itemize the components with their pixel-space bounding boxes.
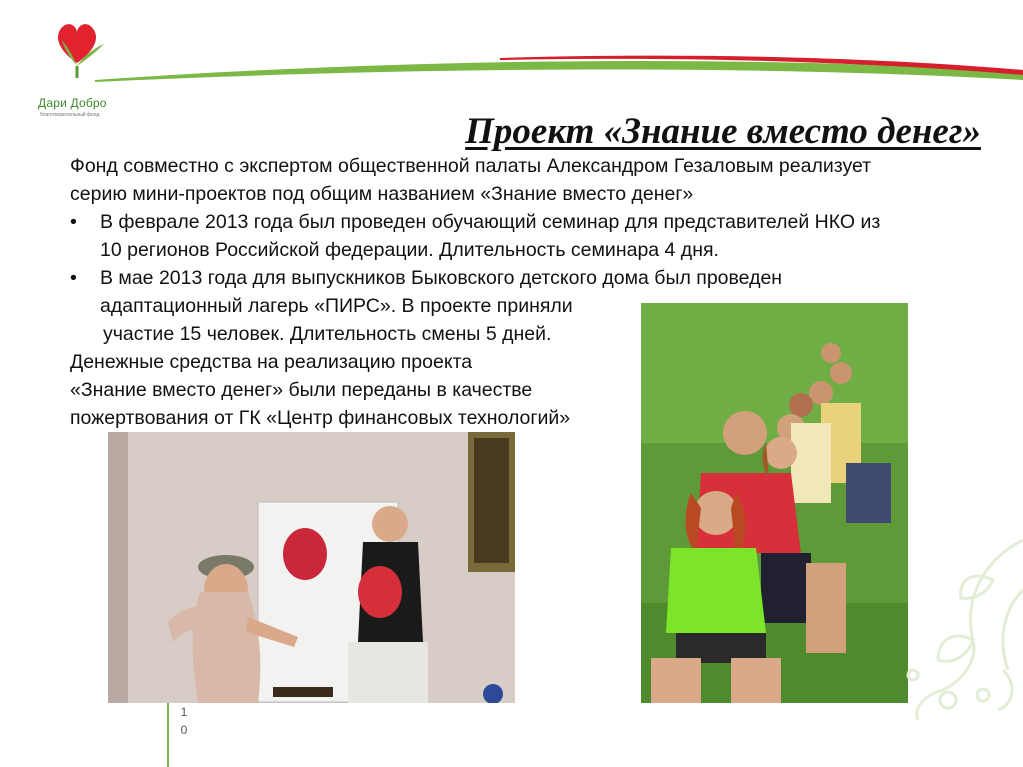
bullet-item bbox=[70, 264, 950, 292]
page-number bbox=[178, 703, 190, 739]
funding-line: пожертвования от ГК «Центр финансовых технологий» bbox=[70, 407, 571, 429]
bullet-item bbox=[70, 208, 950, 236]
logo-name: Дари Добро bbox=[38, 96, 107, 110]
page-number-divider bbox=[167, 703, 169, 767]
bullet-text: В феврале 2013 года был проведен обучающий семинар для представителей НКО из bbox=[100, 211, 881, 233]
decorative-swoosh bbox=[0, 40, 1023, 100]
bullet-icon: • bbox=[70, 267, 77, 289]
page-number-digit: 1 bbox=[180, 705, 188, 719]
logo-subtitle: благотворительный фонд bbox=[40, 112, 100, 118]
funding-line: «Знание вместо денег» были переданы в качестве bbox=[70, 379, 533, 401]
funding-line: Денежные средства на реализацию проекта bbox=[70, 351, 473, 373]
bullet-continuation: 10 регионов Российской федерации. Длительность семинара 4 дня. bbox=[100, 239, 719, 261]
bullet-icon: • bbox=[70, 211, 77, 233]
seminar-photo bbox=[108, 432, 515, 703]
intro-line: серию мини-проектов под общим названием «Знание вместо денег» bbox=[70, 183, 694, 205]
bullet-continuation: адаптационный лагерь «ПИРС». В проекте приняли bbox=[100, 295, 573, 317]
page-number-digit: 0 bbox=[180, 723, 188, 737]
intro-line: Фонд совместно с экспертом общественной палаты Александром Гезаловым реализует bbox=[70, 155, 872, 177]
floral-decoration bbox=[843, 500, 1023, 720]
bullet-text: В мае 2013 года для выпускников Быковского детского дома был проведен bbox=[100, 267, 783, 289]
bullet-continuation: участие 15 человек. Длительность смены 5 дней. bbox=[103, 323, 552, 345]
slide-title: Проект «Знание вместо денег» bbox=[465, 111, 981, 152]
